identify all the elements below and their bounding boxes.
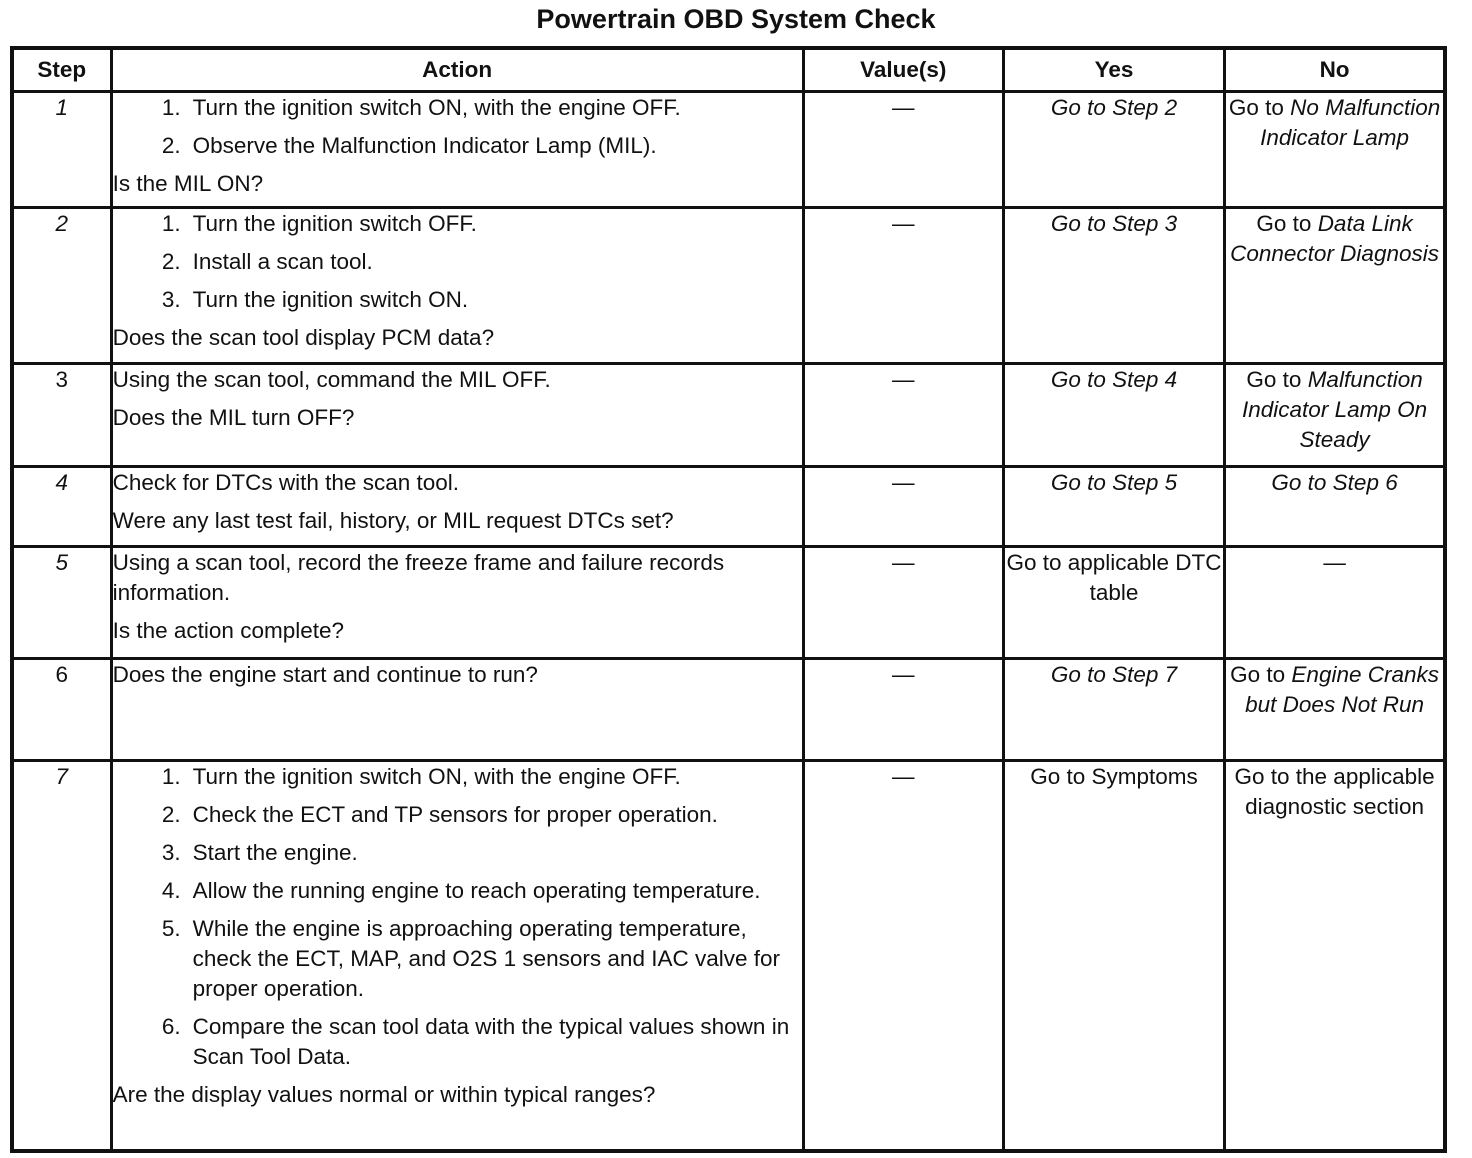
header-values: Value(s) [803, 48, 1003, 92]
table-row [12, 659, 1445, 761]
value-cell: — [803, 208, 1003, 364]
action-question: Does the MIL turn OFF? [112, 405, 355, 430]
action-list-item: 4. Allow the running engine to reach operating temperature. [161, 878, 761, 903]
action-cell [111, 659, 803, 761]
action-question: Are the display values normal or within typical ranges? [112, 1082, 656, 1107]
action-cell [111, 761, 803, 1151]
action-list-item: 2. Install a scan tool. [161, 249, 373, 274]
step-number: 7 [12, 761, 111, 1151]
yes-cell: Go to Step 2 [1003, 92, 1224, 208]
step-number: 5 [12, 547, 111, 659]
value-cell: — [803, 547, 1003, 659]
action-line: Using the scan tool, command the MIL OFF. [112, 367, 551, 392]
action-line: Check for DTCs with the scan tool. [112, 470, 460, 495]
action-list-item: 3. Turn the ignition switch ON. [161, 287, 469, 312]
action-list-item: 1. Turn the ignition switch ON, with the engine OFF. [161, 95, 681, 120]
yes-cell: Go to Step 3 [1003, 208, 1224, 364]
yes-cell: Go to Step 4 [1003, 364, 1224, 467]
value-cell: — [803, 467, 1003, 547]
table-row [12, 467, 1445, 547]
value-cell: — [803, 761, 1003, 1151]
step-number: 1 [12, 92, 111, 208]
action-line: Using a scan tool, record the freeze frame and failure records information. [112, 550, 725, 605]
action-list-item: 2. Observe the Malfunction Indicator Lamp (MIL). [161, 133, 657, 158]
no-cell: Go to Engine Cranks but Does Not Run [1225, 659, 1445, 761]
step-number: 4 [12, 467, 111, 547]
no-cell: Go to No Malfunction Indicator Lamp [1225, 92, 1445, 208]
no-cell: — [1225, 547, 1445, 659]
no-cell: Go to the applicable diagnostic section [1225, 761, 1445, 1151]
step-number: 2 [12, 208, 111, 364]
yes-cell: Go to Step 7 [1003, 659, 1224, 761]
value-cell: — [803, 364, 1003, 467]
yes-cell: Go to Symptoms [1003, 761, 1224, 1151]
no-cell: Go to Data Link Connector Diagnosis [1225, 208, 1445, 364]
header-no: No [1225, 48, 1445, 92]
action-question: Were any last test fail, history, or MIL request DTCs set? [112, 508, 674, 533]
action-question: Is the action complete? [112, 618, 345, 643]
action-question: Is the MIL ON? [112, 171, 264, 196]
action-list-item: 1. Turn the ignition switch ON, with the engine OFF. [161, 764, 681, 789]
no-cell: Go to Malfunction Indicator Lamp On Steady [1225, 364, 1445, 467]
obd-check-table [10, 46, 1447, 1153]
action-list-item: 3. Start the engine. [161, 840, 358, 865]
action-question: Does the scan tool display PCM data? [112, 325, 495, 350]
header-yes: Yes [1003, 48, 1224, 92]
action-line: Does the engine start and continue to run? [112, 662, 538, 687]
table-row [12, 761, 1445, 1151]
yes-cell: Go to Step 5 [1003, 467, 1224, 547]
action-cell [111, 467, 803, 547]
table-row [12, 364, 1445, 467]
action-list-item: 6. Compare the scan tool data with the typical values shown in Scan Tool Data. [161, 1014, 790, 1069]
action-list-item: 5. While the engine is approaching operating temperature, check the ECT, MAP, and O2S 1 sensors and IAC valve for proper operation. [161, 916, 780, 1001]
yes-cell: Go to applicable DTC table [1003, 547, 1224, 659]
page-title: Powertrain OBD System Check [536, 4, 936, 34]
no-cell: Go to Step 6 [1225, 467, 1445, 547]
table-row [12, 547, 1445, 659]
value-cell: — [803, 92, 1003, 208]
value-cell: — [803, 659, 1003, 761]
action-list-item: 2. Check the ECT and TP sensors for proper operation. [161, 802, 718, 827]
step-number: 6 [12, 659, 111, 761]
header-row [12, 48, 1445, 92]
step-number: 3 [12, 364, 111, 467]
action-cell [111, 208, 803, 364]
header-action: Action [111, 48, 803, 92]
table-row [12, 92, 1445, 208]
action-list-item: 1. Turn the ignition switch OFF. [161, 211, 477, 236]
action-cell [111, 364, 803, 467]
header-step: Step [12, 48, 111, 92]
action-cell [111, 547, 803, 659]
table-row [12, 208, 1445, 364]
action-cell [111, 92, 803, 208]
